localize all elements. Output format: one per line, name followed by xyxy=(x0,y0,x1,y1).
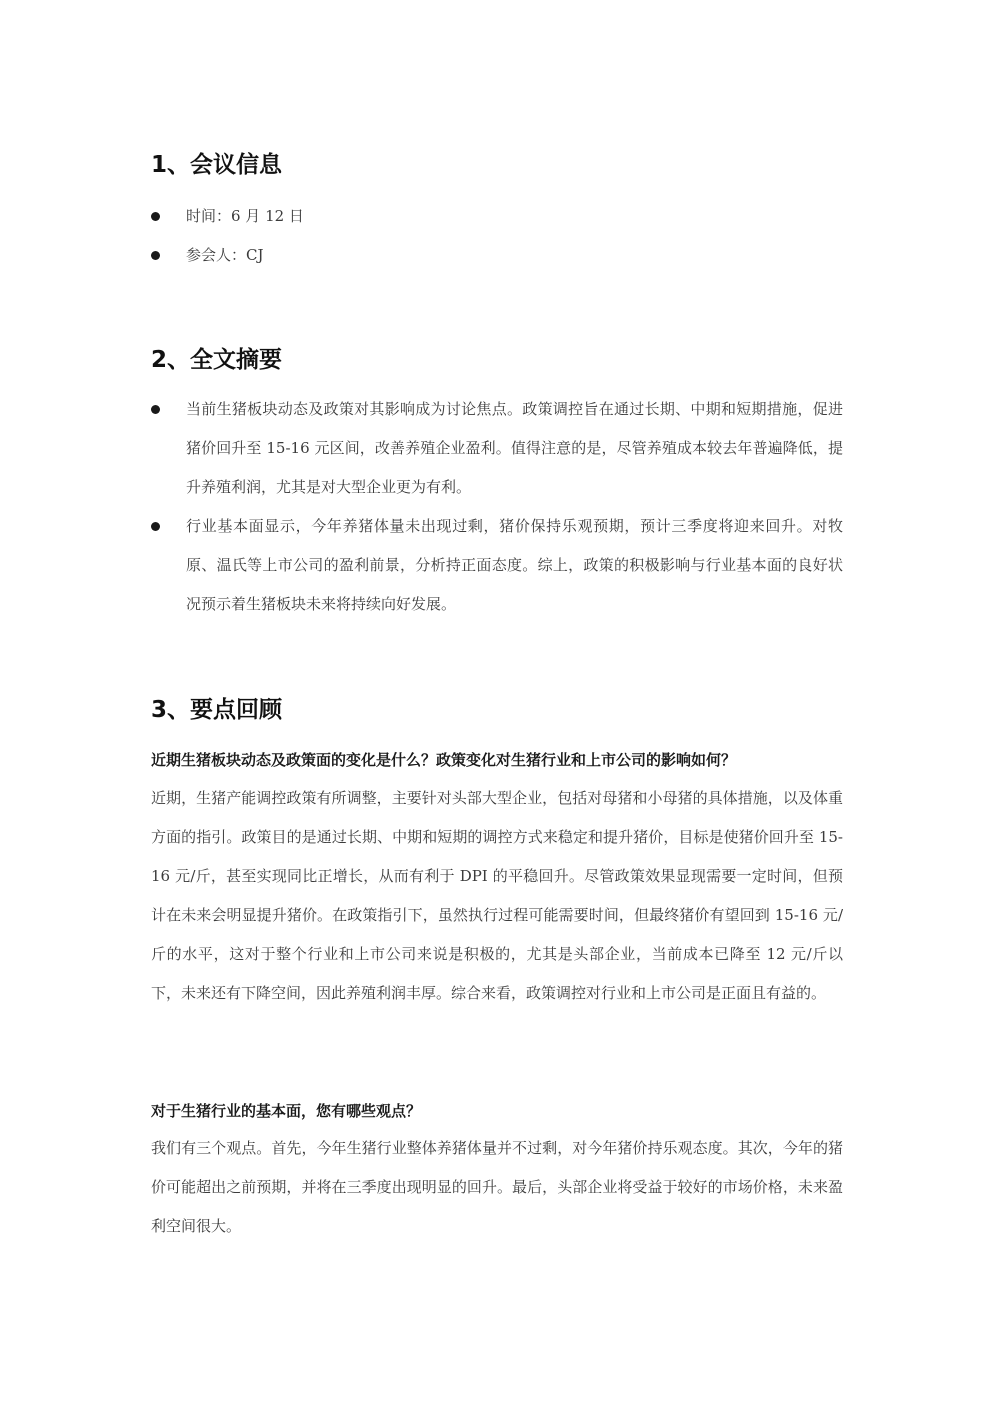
list-item xyxy=(151,507,843,624)
section-summary-heading: 2、全文摘要 xyxy=(151,347,283,373)
section-key-points-heading: 3、要点回顾 xyxy=(151,697,283,723)
bullet-icon xyxy=(151,251,160,260)
answer-paragraph: 我们有三个观点。首先，今年生猪行业整体养猪体量并不过剩，对今年猪价持乐观态度。其次，今年的猪价可能超出之前预期，并将在三季度出现明显的回升。最后，头部企业将受益于较好的市场价格，未来盈利空间很大。 xyxy=(151,1139,843,1235)
list-item xyxy=(151,236,843,275)
meeting-time: 时间：6 月 12 日 xyxy=(186,207,304,225)
summary-paragraph: 行业基本面显示，今年养猪体量未出现过剩，猪价保持乐观预期，预计三季度将迎来回升。对牧原、温氏等上市公司的盈利前景，分析持正面态度。综上，政策的积极影响与行业基本面的良好状况预示着生猪板块未来将持续向好发展。 xyxy=(186,517,843,613)
summary-list xyxy=(151,390,843,624)
list-item xyxy=(151,390,843,507)
question-text: 近期生猪板块动态及政策面的变化是什么？政策变化对生猪行业和上市公司的影响如何？ xyxy=(151,751,737,769)
meeting-info-list xyxy=(151,197,843,275)
list-item xyxy=(151,197,843,236)
section-meeting-info-heading: 1、会议信息 xyxy=(151,152,283,178)
question-text: 对于生猪行业的基本面，您有哪些观点？ xyxy=(151,1102,422,1120)
summary-paragraph: 当前生猪板块动态及政策对其影响成为讨论焦点。政策调控旨在通过长期、中期和短期措施，促进猪价回升至 15-16 元区间，改善养殖企业盈利。值得注意的是，尽管养殖成本较去年普遍降低，提升养殖利润，尤其是对大型企业更为有利。 xyxy=(186,400,843,496)
bullet-icon xyxy=(151,522,160,531)
bullet-icon xyxy=(151,405,160,414)
answer-paragraph: 近期，生猪产能调控政策有所调整，主要针对头部大型企业，包括对母猪和小母猪的具体措施，以及体重方面的指引。政策目的是通过长期、中期和短期的调控方式来稳定和提升猪价，目标是使猪价回升至 15-16 元/斤，甚至实现同比正增长，从而有利于 DPI 的平稳回升。尽管政策效果显现需要一定时间，但预计在未来会明显提升猪价。在政策指引下，虽然执行过程可能需要时间，但最终猪价有望回到 15-16 元/斤的水平，这对于整个行业和上市公司来说是积极的，尤其是头部企业，当前成本已降至 12 元/斤以下，未来还有下降空间，因此养殖利润丰厚。综合来看，政策调控对行业和上市公司是正面且有益的。 xyxy=(151,789,843,1002)
meeting-attendees: 参会人：CJ xyxy=(186,246,264,264)
bullet-icon xyxy=(151,212,160,221)
